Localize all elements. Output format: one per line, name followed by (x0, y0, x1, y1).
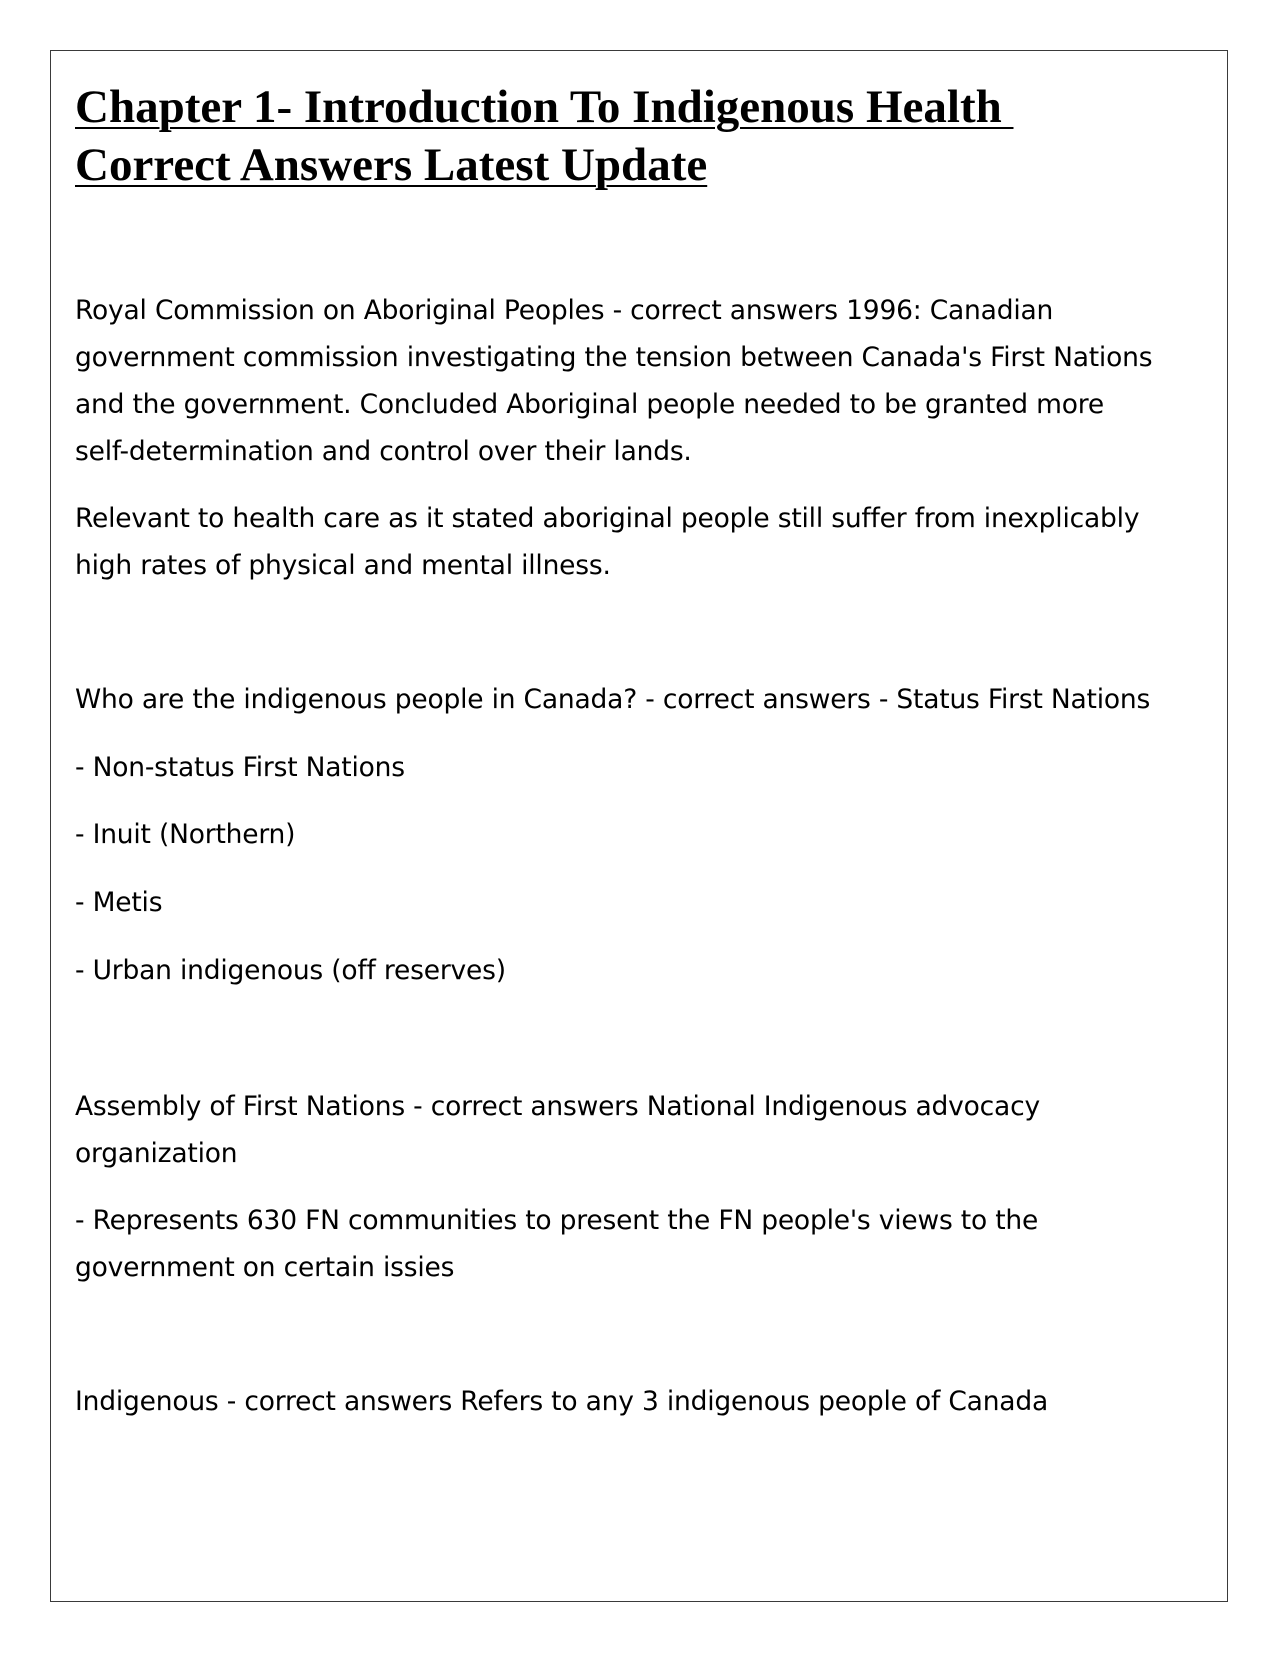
text-line: organization (75, 1138, 238, 1169)
royal-commission-paragraph (75, 287, 1205, 475)
group-item (75, 744, 1205, 791)
text-line: - Inuit (Northern) (75, 819, 296, 850)
group-item (75, 879, 1205, 926)
text-line: - Non-status First Nations (75, 752, 405, 783)
indigenous-definition (75, 1378, 1205, 1425)
text-line: Who are the indigenous people in Canada? - correct answers - Status First Nations (75, 684, 1151, 715)
text-line: and the government. Concluded Aboriginal people needed to be granted more (75, 389, 1104, 420)
text-line: self-determination and control over their lands. (75, 436, 692, 467)
title-line: Correct Answers Latest Update (75, 139, 708, 191)
title-line: Chapter 1- Introduction To Indigenous Health (75, 81, 1014, 133)
text-line: Indigenous - correct answers Refers to any 3 indigenous people of Canada (75, 1386, 1048, 1417)
text-line: government commission investigating the tension between Canada's First Nations (75, 342, 1153, 373)
group-item (75, 811, 1205, 858)
text-line: government on certain issies (75, 1252, 455, 1283)
text-line: - Represents 630 FN communities to present the FN people's views to the (75, 1205, 1039, 1236)
document-title (75, 78, 1014, 194)
text-line: Relevant to health care as it stated aboriginal people still suffer from inexplicably (75, 503, 1140, 534)
group-item (75, 947, 1205, 994)
text-line: high rates of physical and mental illness. (75, 550, 611, 581)
represents-paragraph (75, 1197, 1205, 1291)
text-line: - Urban indigenous (off reserves) (75, 955, 506, 986)
assembly-paragraph (75, 1083, 1205, 1177)
text-line: - Metis (75, 887, 163, 918)
text-line: Royal Commission on Aboriginal Peoples - correct answers 1996: Canadian (75, 295, 1054, 326)
who-are-paragraph (75, 676, 1205, 723)
relevant-paragraph (75, 495, 1205, 589)
text-line: Assembly of First Nations - correct answers National Indigenous advocacy (75, 1091, 1040, 1122)
